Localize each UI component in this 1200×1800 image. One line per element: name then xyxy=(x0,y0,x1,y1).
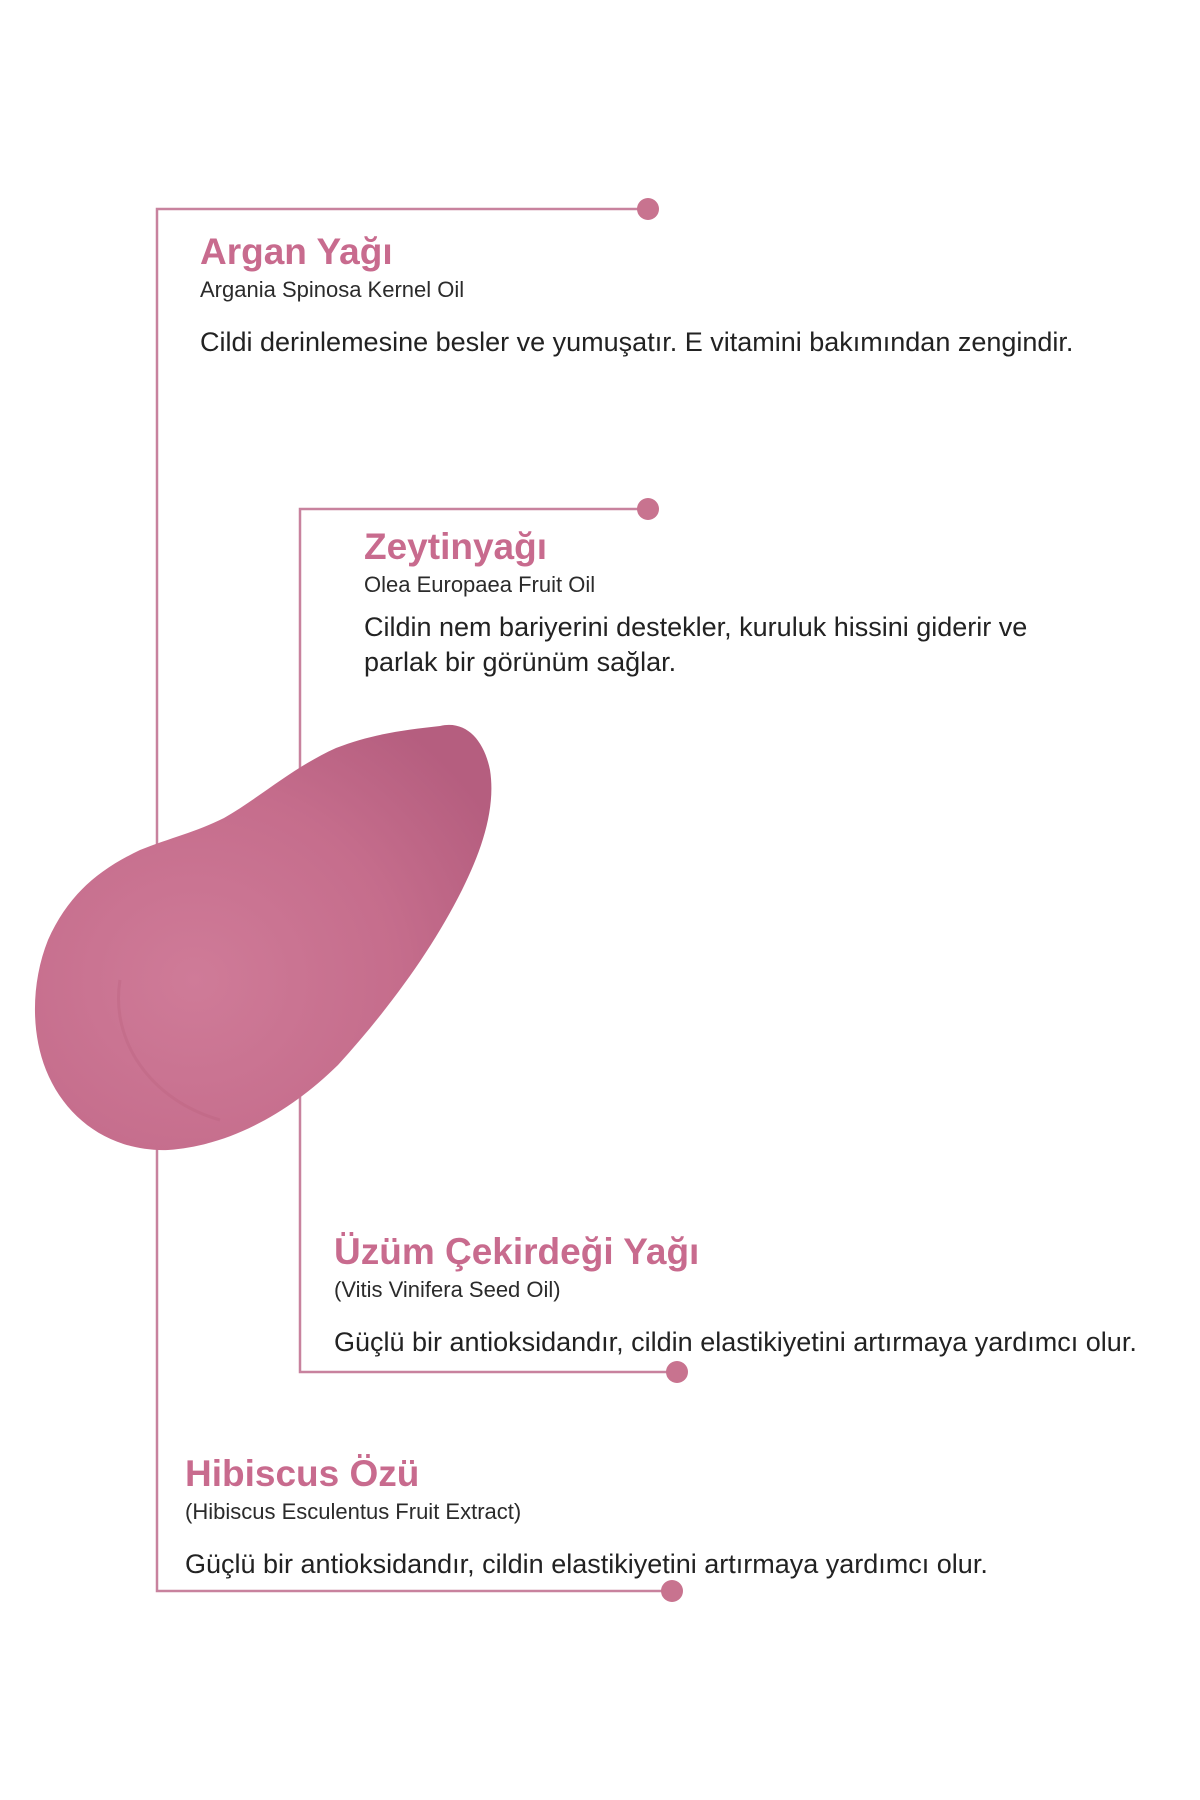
ingredient-zeytinyagi xyxy=(364,527,1054,681)
ingredient-name: Hibiscus Özü xyxy=(185,1453,420,1494)
ingredient-name: Üzüm Çekirdeği Yağı xyxy=(334,1231,700,1272)
ingredient-description: Güçlü bir antioksidandır, cildin elastikiyetini artırmaya yardımcı olur. xyxy=(185,1548,988,1579)
ingredient-name: Argan Yağı xyxy=(200,231,393,272)
ingredient-name: Zeytinyağı xyxy=(364,526,547,567)
ingredient-uzum-cekirdegi xyxy=(334,1232,1194,1360)
ingredient-argan xyxy=(200,232,1120,360)
ingredient-description: Güçlü bir antioksidandır, cildin elastikiyetini artırmaya yardımcı olur. xyxy=(334,1326,1137,1357)
ingredient-description: Cildi derinlemesine besler ve yumuşatır. E vitamini bakımından zengindir. xyxy=(200,326,1074,357)
ingredient-hibiscus xyxy=(185,1454,1085,1582)
ingredient-latin-name: (Vitis Vinifera Seed Oil) xyxy=(334,1276,561,1302)
ingredient-latin-name: Argania Spinosa Kernel Oil xyxy=(200,276,465,302)
ingredient-latin-name: (Hibiscus Esculentus Fruit Extract) xyxy=(185,1498,522,1524)
ingredient-description: Cildin nem bariyerini destekler, kuruluk hissini giderir ve parlak bir görünüm sağlar. xyxy=(364,611,1028,678)
ingredient-latin-name: Olea Europaea Fruit Oil xyxy=(364,571,596,597)
